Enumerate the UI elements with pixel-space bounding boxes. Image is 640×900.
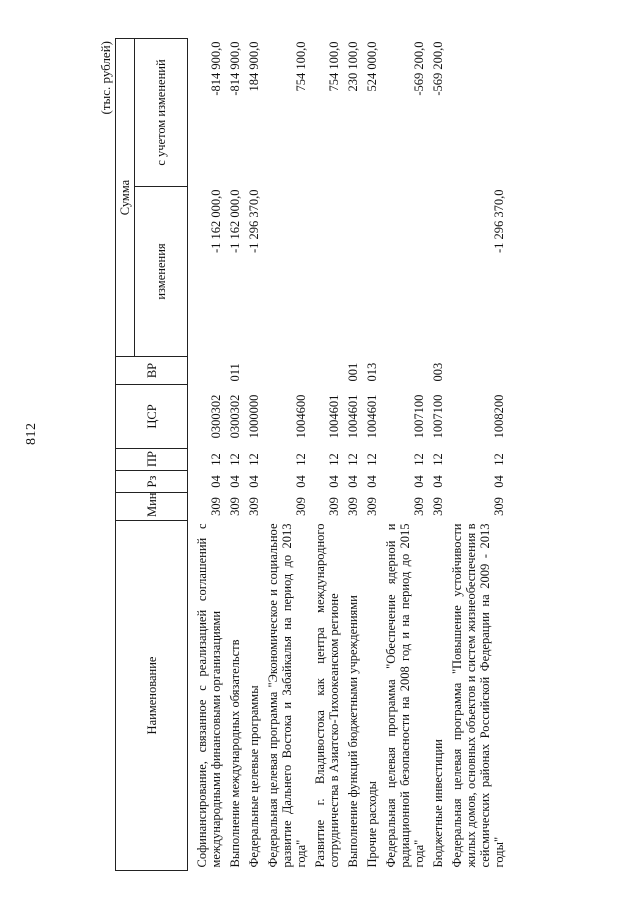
- row-rz: 04: [412, 475, 426, 488]
- row-name: Прочие расходы: [365, 781, 379, 868]
- row-with-change: -814 900,0: [209, 41, 223, 96]
- row-with-change: -569 200,0: [412, 41, 426, 96]
- row-change: -1 296 370,0: [492, 189, 506, 254]
- header-vr: ВР: [116, 357, 188, 385]
- row-csr: 1004601: [346, 394, 360, 439]
- row-with-change: [447, 39, 508, 187]
- row-csr: 1007100: [412, 394, 426, 439]
- row-csr: 0300302: [209, 394, 223, 439]
- row-csr: 1007100: [431, 394, 445, 439]
- header-change: изменения: [135, 187, 188, 357]
- table-row: [428, 39, 447, 871]
- row-csr: 0300302: [228, 394, 242, 439]
- table-row: [225, 39, 244, 871]
- row-with-change: 230 100,0: [346, 41, 360, 92]
- row-name: Софинансирование, связанное с реализацией соглашений с международными финансовыми организациями: [195, 523, 223, 868]
- row-name: Федеральная целевая программа "Экономическое и социальное развитие Дальнего Востока и Забайкалья на период до 2013 года": [266, 523, 308, 868]
- row-with-change: 754 100,0: [327, 41, 341, 92]
- row-rz: 04: [431, 475, 445, 488]
- row-pr: 12: [365, 453, 379, 466]
- row-pr: 12: [209, 453, 223, 466]
- row-rz: 04: [346, 475, 360, 488]
- row-pr: 12: [431, 453, 445, 466]
- row-change: -1 296 370,0: [247, 189, 261, 254]
- row-pr: 12: [228, 453, 242, 466]
- units-label: (тыс. рублей): [98, 41, 113, 115]
- table-row: [263, 39, 310, 871]
- budget-page: [98, 39, 532, 871]
- row-rz: 04: [228, 475, 242, 488]
- row-with-change: -569 200,0: [431, 41, 445, 96]
- row-min: 309: [209, 497, 223, 516]
- table-row: [362, 39, 381, 871]
- row-vr: [447, 357, 508, 385]
- row-csr: 1004601: [365, 394, 379, 439]
- row-name: Федеральная целевая программа "Повышение устойчивости жилых домов, основных объектов и систем жизнеобеспечения в сейсмических районах Российской Федерации на 2009 - 2013 годы": [450, 523, 506, 868]
- row-min: 309: [431, 497, 445, 516]
- header-pr: ПР: [116, 449, 188, 471]
- row-pr: 12: [327, 453, 341, 466]
- row-rz: 04: [247, 475, 261, 488]
- row-name: Федеральные целевые программы: [247, 685, 261, 868]
- row-pr: 12: [294, 453, 308, 466]
- header-sum: Сумма: [116, 39, 135, 357]
- row-with-change: -814 900,0: [228, 41, 242, 96]
- row-name: Федеральная целевая программа "Обеспечение ядерной и радиационной безопасности на 2008 год и на период до 2015 года": [384, 523, 426, 868]
- table-row: [381, 39, 428, 871]
- row-min: 309: [247, 497, 261, 516]
- row-pr: 12: [247, 453, 261, 466]
- row-rz: 04: [492, 475, 506, 488]
- budget-table: [115, 38, 508, 871]
- row-rz: 04: [365, 475, 379, 488]
- header-with-change: с учетом изменений: [135, 39, 188, 187]
- row-min: 309: [365, 497, 379, 516]
- header-name: Наименование: [116, 521, 188, 871]
- row-change: -1 162 000,0: [228, 189, 242, 254]
- row-csr: 1008200: [492, 394, 506, 439]
- row-vr: [244, 357, 263, 385]
- row-vr: [310, 357, 343, 385]
- row-change: [343, 187, 362, 357]
- row-with-change: 184 900,0: [247, 41, 261, 92]
- row-vr: 003: [431, 362, 445, 382]
- row-change: -1 162 000,0: [209, 189, 223, 254]
- table-row: [447, 39, 508, 871]
- row-vr: 001: [346, 362, 360, 382]
- header-csr: ЦСР: [116, 385, 188, 449]
- row-name: Развитие г. Владивостока как центра международного сотрудничества в Азиатско-Тихоокеанском регионе: [313, 523, 341, 868]
- row-rz: 04: [327, 475, 341, 488]
- row-min: 309: [492, 497, 506, 516]
- row-min: 309: [412, 497, 426, 516]
- row-vr: [192, 357, 225, 385]
- row-name: Выполнение международных обязательств: [228, 639, 242, 868]
- table-row: [310, 39, 343, 871]
- row-change: [381, 187, 428, 357]
- header-rz: Рз: [116, 471, 188, 493]
- row-csr: 1000000: [247, 394, 261, 439]
- row-min: 309: [294, 497, 308, 516]
- table-row: [192, 39, 225, 871]
- row-rz: 04: [209, 475, 223, 488]
- row-change: [310, 187, 343, 357]
- row-vr: 013: [365, 362, 379, 382]
- row-min: 309: [346, 497, 360, 516]
- row-min: 309: [228, 497, 242, 516]
- row-name: Выполнение функций бюджетными учреждениями: [346, 595, 360, 868]
- row-pr: 12: [346, 453, 360, 466]
- row-change: [428, 187, 447, 357]
- row-vr: [381, 357, 428, 385]
- row-rz: 04: [294, 475, 308, 488]
- row-with-change: 524 000,0: [365, 41, 379, 92]
- table-row: [244, 39, 263, 871]
- table-row: [343, 39, 362, 871]
- page-number: 812: [24, 422, 39, 445]
- row-change: [362, 187, 381, 357]
- row-with-change: 754 100,0: [294, 41, 308, 92]
- row-csr: 1004601: [327, 394, 341, 439]
- row-name: Бюджетные инвестиции: [431, 739, 445, 868]
- row-change: [263, 187, 310, 357]
- row-vr: 011: [228, 363, 242, 382]
- row-min: 309: [327, 497, 341, 516]
- row-csr: 1004600: [294, 394, 308, 439]
- row-pr: 12: [412, 453, 426, 466]
- row-vr: [263, 357, 310, 385]
- header-min: Мин: [116, 493, 188, 521]
- row-pr: 12: [492, 453, 506, 466]
